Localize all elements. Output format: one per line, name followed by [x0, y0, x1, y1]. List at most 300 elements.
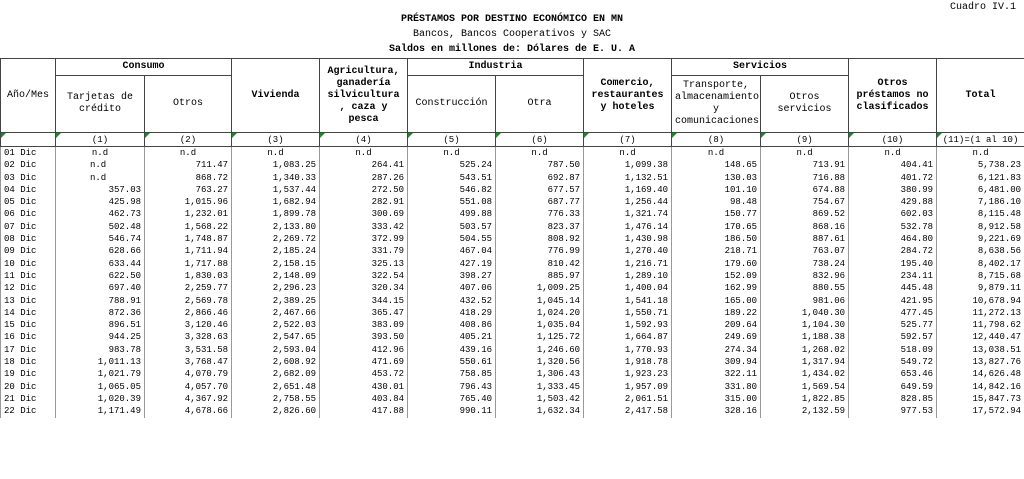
table-cell: 1,246.60 — [496, 344, 584, 356]
table-cell: 464.80 — [849, 233, 937, 245]
header-agricultura: Agricultura, ganadería silvicultura , caza y pesca — [320, 59, 408, 133]
table-cell: 344.15 — [320, 295, 408, 307]
col-number-blank — [1, 133, 56, 147]
table-cell: 11,798.62 — [937, 319, 1024, 331]
table-cell: 990.11 — [408, 405, 496, 417]
table-row — [1, 196, 1024, 208]
table-cell: 1,664.87 — [584, 331, 672, 343]
table-cell: 1,065.05 — [56, 381, 145, 393]
table-cell: 776.33 — [496, 208, 584, 220]
table-cell: n.d — [937, 147, 1024, 160]
col-number: (6) — [496, 133, 584, 147]
table-cell: n.d — [584, 147, 672, 160]
row-period: 07 Dic — [1, 221, 56, 233]
table-cell: 309.94 — [672, 356, 761, 368]
table-cell: 549.72 — [849, 356, 937, 368]
table-cell: n.d — [232, 147, 320, 160]
table-cell: 1,340.33 — [232, 172, 320, 184]
table-cell: 4,678.66 — [145, 405, 232, 417]
table-cell: 1,537.44 — [232, 184, 320, 196]
col-number: (9) — [761, 133, 849, 147]
table-cell: 1,899.78 — [232, 208, 320, 220]
table-cell: n.d — [496, 147, 584, 160]
table-cell: 1,188.38 — [761, 331, 849, 343]
table-cell: 467.04 — [408, 245, 496, 257]
row-period: 13 Dic — [1, 295, 56, 307]
table-cell: 869.52 — [761, 208, 849, 220]
row-period: 03 Dic — [1, 172, 56, 184]
units-note: Saldos en millones de: Dólares de E. U. A — [388, 44, 636, 55]
row-period: 01 Dic — [1, 147, 56, 160]
table-cell: 677.57 — [496, 184, 584, 196]
table-cell: 887.61 — [761, 233, 849, 245]
table-cell: 148.65 — [672, 159, 761, 171]
table-cell: 333.42 — [320, 221, 408, 233]
table-cell: 365.47 — [320, 307, 408, 319]
header-construccion: Construcción — [408, 76, 496, 133]
table-cell: 1,083.25 — [232, 159, 320, 171]
table-cell: 331.79 — [320, 245, 408, 257]
table-cell: 1,171.49 — [56, 405, 145, 417]
table-cell: 2,682.09 — [232, 368, 320, 380]
table-cell: 1,320.56 — [496, 356, 584, 368]
table-cell: 503.57 — [408, 221, 496, 233]
table-cell: 331.80 — [672, 381, 761, 393]
col-number: (1) — [56, 133, 145, 147]
table-cell: 1,289.10 — [584, 270, 672, 282]
table-cell: 2,866.46 — [145, 307, 232, 319]
table-cell: 1,541.18 — [584, 295, 672, 307]
table-cell: 150.77 — [672, 208, 761, 220]
table-cell: 592.57 — [849, 331, 937, 343]
table-cell: 9,221.69 — [937, 233, 1024, 245]
table-cell: 543.51 — [408, 172, 496, 184]
row-period: 22 Dic — [1, 405, 56, 417]
table-cell: 13,827.76 — [937, 356, 1024, 368]
table-cell: 518.09 — [849, 344, 937, 356]
table-cell: 2,467.66 — [232, 307, 320, 319]
table-cell: 2,133.80 — [232, 221, 320, 233]
table-cell: 412.96 — [320, 344, 408, 356]
table-cell: n.d — [56, 172, 145, 184]
table-cell: 425.98 — [56, 196, 145, 208]
table-cell: 162.99 — [672, 282, 761, 294]
table-cell: 711.47 — [145, 159, 232, 171]
table-cell: 404.41 — [849, 159, 937, 171]
table-cell: 1,476.14 — [584, 221, 672, 233]
header-comercio: Comercio, restaurantes y hoteles — [584, 59, 672, 133]
table-cell: 8,912.58 — [937, 221, 1024, 233]
table-row — [1, 184, 1024, 196]
col-number: (2) — [145, 133, 232, 147]
table-cell: 3,768.47 — [145, 356, 232, 368]
table-cell: 2,547.65 — [232, 331, 320, 343]
table-cell: 403.84 — [320, 393, 408, 405]
table-cell: 2,185.24 — [232, 245, 320, 257]
col-number: (8) — [672, 133, 761, 147]
table-cell: 8,115.48 — [937, 208, 1024, 220]
table-row — [1, 368, 1024, 380]
table-cell: 1,020.39 — [56, 393, 145, 405]
table-cell: 4,367.92 — [145, 393, 232, 405]
table-cell: 315.00 — [672, 393, 761, 405]
table-row — [1, 282, 1024, 294]
table-cell: 234.11 — [849, 270, 937, 282]
table-cell: 832.96 — [761, 270, 849, 282]
table-row — [1, 245, 1024, 257]
page-title: PRÉSTAMOS POR DESTINO ECONÓMICO EN MN — [400, 14, 624, 25]
table-cell: 983.78 — [56, 344, 145, 356]
table-row — [1, 233, 1024, 245]
table-cell: 322.11 — [672, 368, 761, 380]
table-cell: 101.10 — [672, 184, 761, 196]
table-cell: 9,879.11 — [937, 282, 1024, 294]
table-cell: 383.09 — [320, 319, 408, 331]
table-cell: 763.07 — [761, 245, 849, 257]
table-cell: 1,132.51 — [584, 172, 672, 184]
table-cell: 3,328.63 — [145, 331, 232, 343]
table-cell: 788.91 — [56, 295, 145, 307]
table-cell: 272.50 — [320, 184, 408, 196]
table-cell: 525.24 — [408, 159, 496, 171]
table-cell: 1,256.44 — [584, 196, 672, 208]
table-row — [1, 159, 1024, 171]
table-cell: 1,035.04 — [496, 319, 584, 331]
table-cell: 445.48 — [849, 282, 937, 294]
table-row — [1, 208, 1024, 220]
table-row — [1, 147, 1024, 160]
table-cell: 738.24 — [761, 258, 849, 270]
table-cell: 1,011.13 — [56, 356, 145, 368]
table-cell: 1,099.38 — [584, 159, 672, 171]
table-cell: 287.26 — [320, 172, 408, 184]
row-period: 14 Dic — [1, 307, 56, 319]
header-tarjetas: Tarjetas de crédito — [56, 76, 145, 133]
table-cell: 716.88 — [761, 172, 849, 184]
table-cell: 1,169.40 — [584, 184, 672, 196]
table-cell: 1,400.04 — [584, 282, 672, 294]
table-cell: 1,430.98 — [584, 233, 672, 245]
table-cell: 550.61 — [408, 356, 496, 368]
table-cell: 1,503.42 — [496, 393, 584, 405]
table-cell: 1,434.02 — [761, 368, 849, 380]
table-cell: 1,306.43 — [496, 368, 584, 380]
table-cell: 765.40 — [408, 393, 496, 405]
row-period: 18 Dic — [1, 356, 56, 368]
col-number: (4) — [320, 133, 408, 147]
row-period: 09 Dic — [1, 245, 56, 257]
table-cell: 12,440.47 — [937, 331, 1024, 343]
table-cell: 1,822.85 — [761, 393, 849, 405]
row-period: 11 Dic — [1, 270, 56, 282]
table-cell: 1,015.96 — [145, 196, 232, 208]
row-period: 12 Dic — [1, 282, 56, 294]
table-cell: 880.55 — [761, 282, 849, 294]
table-cell: 284.72 — [849, 245, 937, 257]
table-cell: 2,061.51 — [584, 393, 672, 405]
table-cell: 418.29 — [408, 307, 496, 319]
header-group-industria: Industria — [408, 59, 584, 76]
table-cell: 1,021.79 — [56, 368, 145, 380]
table-cell: 1,770.93 — [584, 344, 672, 356]
col-number: (5) — [408, 133, 496, 147]
table-cell: 622.50 — [56, 270, 145, 282]
table-cell: 532.78 — [849, 221, 937, 233]
table-row — [1, 172, 1024, 184]
table-cell: 896.51 — [56, 319, 145, 331]
table-cell: 2,826.60 — [232, 405, 320, 417]
table-cell: 546.74 — [56, 233, 145, 245]
loans-table — [0, 58, 1024, 418]
table-cell: 320.34 — [320, 282, 408, 294]
row-period: 19 Dic — [1, 368, 56, 380]
table-cell: 977.53 — [849, 405, 937, 417]
col-number: (11)=(1 al 10) — [937, 133, 1024, 147]
table-cell: 1,592.93 — [584, 319, 672, 331]
table-cell: 776.99 — [496, 245, 584, 257]
header-group-consumo: Consumo — [56, 59, 232, 76]
table-cell: 674.88 — [761, 184, 849, 196]
table-cell: n.d — [145, 147, 232, 160]
table-row — [1, 221, 1024, 233]
table-cell: 430.01 — [320, 381, 408, 393]
table-cell: 1,569.54 — [761, 381, 849, 393]
table-cell: 502.48 — [56, 221, 145, 233]
table-cell: n.d — [408, 147, 496, 160]
table-row — [1, 381, 1024, 393]
row-period: 16 Dic — [1, 331, 56, 343]
table-row — [1, 405, 1024, 417]
table-row — [1, 393, 1024, 405]
table-cell: 2,522.03 — [232, 319, 320, 331]
table-cell: 471.69 — [320, 356, 408, 368]
table-cell: 808.92 — [496, 233, 584, 245]
table-cell: 649.59 — [849, 381, 937, 393]
table-cell: 1,923.23 — [584, 368, 672, 380]
table-cell: 17,572.94 — [937, 405, 1024, 417]
table-cell: 407.06 — [408, 282, 496, 294]
table-cell: 2,389.25 — [232, 295, 320, 307]
row-period: 10 Dic — [1, 258, 56, 270]
table-cell: 525.77 — [849, 319, 937, 331]
table-cell: 427.19 — [408, 258, 496, 270]
table-cell: 453.72 — [320, 368, 408, 380]
table-cell: 477.45 — [849, 307, 937, 319]
row-period: 15 Dic — [1, 319, 56, 331]
page-subtitle: Bancos, Bancos Cooperativos y SAC — [412, 29, 612, 40]
table-cell: 2,758.55 — [232, 393, 320, 405]
table-cell: 2,593.04 — [232, 344, 320, 356]
table-cell: 8,715.68 — [937, 270, 1024, 282]
table-row — [1, 295, 1024, 307]
table-cell: 357.03 — [56, 184, 145, 196]
table-cell: 5,738.23 — [937, 159, 1024, 171]
table-cell: 264.41 — [320, 159, 408, 171]
row-period: 17 Dic — [1, 344, 56, 356]
table-cell: 628.66 — [56, 245, 145, 257]
table-body — [1, 147, 1024, 418]
table-row — [1, 307, 1024, 319]
col-number: (3) — [232, 133, 320, 147]
header-otros-prestamos: Otros préstamos no clasificados — [849, 59, 937, 133]
table-cell: 2,148.09 — [232, 270, 320, 282]
table-cell: 1,317.94 — [761, 356, 849, 368]
header-vivienda: Vivienda — [232, 59, 320, 133]
table-cell: 10,678.94 — [937, 295, 1024, 307]
table-cell: 401.72 — [849, 172, 937, 184]
table-cell: 98.48 — [672, 196, 761, 208]
table-cell: 152.09 — [672, 270, 761, 282]
table-cell: 602.03 — [849, 208, 937, 220]
col-number: (10) — [849, 133, 937, 147]
table-cell: 6,481.00 — [937, 184, 1024, 196]
table-cell: 439.16 — [408, 344, 496, 356]
table-cell: 322.54 — [320, 270, 408, 282]
table-cell: 2,417.58 — [584, 405, 672, 417]
table-cell: 551.08 — [408, 196, 496, 208]
table-cell: 417.88 — [320, 405, 408, 417]
table-cell: 944.25 — [56, 331, 145, 343]
table-cell: 687.77 — [496, 196, 584, 208]
table-cell: 195.40 — [849, 258, 937, 270]
table-cell: 1,321.74 — [584, 208, 672, 220]
table-cell: 14,842.16 — [937, 381, 1024, 393]
table-cell: n.d — [672, 147, 761, 160]
table-cell: 810.42 — [496, 258, 584, 270]
table-cell: 499.88 — [408, 208, 496, 220]
table-row — [1, 331, 1024, 343]
table-cell: 758.85 — [408, 368, 496, 380]
table-cell: 885.97 — [496, 270, 584, 282]
table-cell: 1,045.14 — [496, 295, 584, 307]
table-cell: 170.65 — [672, 221, 761, 233]
table-cell: 14,626.48 — [937, 368, 1024, 380]
table-cell: 218.71 — [672, 245, 761, 257]
table-cell: 7,186.10 — [937, 196, 1024, 208]
table-cell: 2,569.78 — [145, 295, 232, 307]
table-cell: n.d — [56, 159, 145, 171]
table-cell: 209.64 — [672, 319, 761, 331]
table-cell: 1,040.30 — [761, 307, 849, 319]
table-cell: 1,125.72 — [496, 331, 584, 343]
table-row — [1, 344, 1024, 356]
table-cell: 398.27 — [408, 270, 496, 282]
table-cell: 4,070.79 — [145, 368, 232, 380]
table-cell: 274.34 — [672, 344, 761, 356]
title-block — [0, 12, 1024, 57]
header-otros-servicios: Otros servicios — [761, 76, 849, 133]
table-cell: 546.82 — [408, 184, 496, 196]
row-period: 04 Dic — [1, 184, 56, 196]
table-cell: 1,830.03 — [145, 270, 232, 282]
table-cell: 179.60 — [672, 258, 761, 270]
table-cell: 4,057.70 — [145, 381, 232, 393]
table-cell: 1,717.88 — [145, 258, 232, 270]
table-cell: 2,158.15 — [232, 258, 320, 270]
table-cell: 1,957.09 — [584, 381, 672, 393]
table-cell: 405.21 — [408, 331, 496, 343]
table-cell: 1,024.20 — [496, 307, 584, 319]
header-year: Año/Mes — [1, 59, 56, 133]
table-cell: 6,121.83 — [937, 172, 1024, 184]
table-cell: 429.88 — [849, 196, 937, 208]
table-cell: 3,120.46 — [145, 319, 232, 331]
table-cell: 1,682.94 — [232, 196, 320, 208]
table-cell: 1,550.71 — [584, 307, 672, 319]
table-cell: n.d — [56, 147, 145, 160]
table-cell: 249.69 — [672, 331, 761, 343]
table-cell: 1,632.34 — [496, 405, 584, 417]
table-cell: 282.91 — [320, 196, 408, 208]
table-cell: 8,402.17 — [937, 258, 1024, 270]
table-row — [1, 258, 1024, 270]
table-number: Cuadro IV.1 — [949, 2, 1016, 13]
table-cell: 328.16 — [672, 405, 761, 417]
table-cell: 828.85 — [849, 393, 937, 405]
table-cell: 15,847.73 — [937, 393, 1024, 405]
table-cell: 697.40 — [56, 282, 145, 294]
table-row — [1, 356, 1024, 368]
header-group-servicios: Servicios — [672, 59, 849, 76]
table-cell: 11,272.13 — [937, 307, 1024, 319]
table-cell: 432.52 — [408, 295, 496, 307]
table-cell: 787.50 — [496, 159, 584, 171]
row-period: 02 Dic — [1, 159, 56, 171]
table-cell: 1,009.25 — [496, 282, 584, 294]
header-otra: Otra — [496, 76, 584, 133]
table-cell: 2,132.59 — [761, 405, 849, 417]
table-cell: 165.00 — [672, 295, 761, 307]
row-period: 08 Dic — [1, 233, 56, 245]
table-cell: 130.03 — [672, 172, 761, 184]
table-cell: 393.50 — [320, 331, 408, 343]
row-period: 20 Dic — [1, 381, 56, 393]
table-cell: 408.86 — [408, 319, 496, 331]
table-cell: n.d — [849, 147, 937, 160]
table-cell: 1,333.45 — [496, 381, 584, 393]
row-period: 21 Dic — [1, 393, 56, 405]
table-cell: 872.36 — [56, 307, 145, 319]
table-cell: 692.87 — [496, 172, 584, 184]
table-cell: 462.73 — [56, 208, 145, 220]
table-cell: 2,269.72 — [232, 233, 320, 245]
table-cell: 1,104.30 — [761, 319, 849, 331]
table-cell: 713.91 — [761, 159, 849, 171]
table-cell: 981.06 — [761, 295, 849, 307]
table-cell: 1,216.71 — [584, 258, 672, 270]
header-otros: Otros — [145, 76, 232, 133]
table-cell: 1,711.94 — [145, 245, 232, 257]
header-total: Total — [937, 59, 1024, 133]
table-cell: 868.72 — [145, 172, 232, 184]
table-cell: 1,232.01 — [145, 208, 232, 220]
table-cell: 796.43 — [408, 381, 496, 393]
table-cell: 2,608.92 — [232, 356, 320, 368]
table-cell: 421.95 — [849, 295, 937, 307]
table-row — [1, 270, 1024, 282]
table-cell: 186.50 — [672, 233, 761, 245]
table-cell: n.d — [761, 147, 849, 160]
table-cell: 504.55 — [408, 233, 496, 245]
table-cell: 1,568.22 — [145, 221, 232, 233]
table-cell: 3,531.58 — [145, 344, 232, 356]
table-cell: n.d — [320, 147, 408, 160]
table-cell: 2,651.48 — [232, 381, 320, 393]
table-cell: 633.44 — [56, 258, 145, 270]
table-cell: 1,268.02 — [761, 344, 849, 356]
table-cell: 380.99 — [849, 184, 937, 196]
table-cell: 1,918.78 — [584, 356, 672, 368]
